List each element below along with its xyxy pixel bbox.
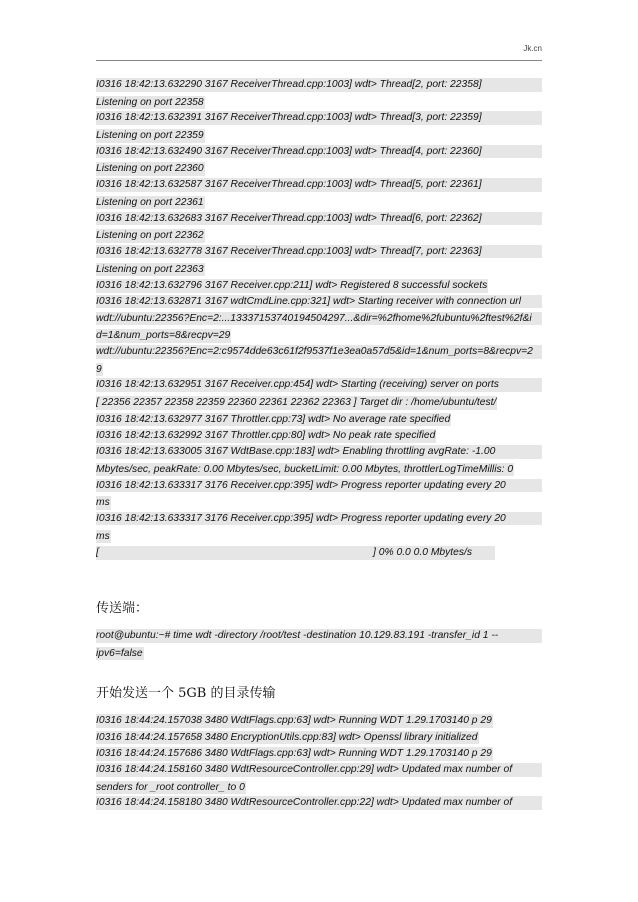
- log-line: I0316 18:42:13.632391 3167 ReceiverThread.cpp:1003] wdt> Thread[3, port: 22359]: [96, 111, 542, 128]
- log-line: I0316 18:42:13.632951 3167 Receiver.cpp:454] wdt> Starting (receiving) server on ports: [96, 378, 542, 395]
- log-line: ms: [96, 497, 110, 509]
- log-line: I0316 18:42:13.632587 3167 ReceiverThread.cpp:1003] wdt> Thread[5, port: 22361]: [96, 178, 542, 195]
- log-line: wdt://ubuntu:22356?Enc=2:c9574dde63c61f2f9537f1e3ea0a57d5&id=1&num_ports=8&recpv=2: [96, 345, 542, 362]
- sender-heading: 传送端：: [96, 601, 149, 616]
- log-line: I0316 18:44:24.157038 3480 WdtFlags.cpp:63] wdt> Running WDT 1.29.1703140 p 29: [96, 715, 492, 726]
- log-line: 9: [96, 363, 102, 375]
- log-line: I0316 18:42:13.632796 3167 Receiver.cpp:211] wdt> Registered 8 successful sockets: [96, 280, 488, 292]
- log-line: Listening on port 22361: [96, 196, 204, 208]
- log-line: I0316 18:42:13.632683 3167 ReceiverThread.cpp:1003] wdt> Thread[6, port: 22362]: [96, 212, 542, 229]
- log-line: I0316 18:42:13.632490 3167 ReceiverThread.cpp:1003] wdt> Thread[4, port: 22360]: [96, 145, 542, 162]
- header-site-label: Jk.cn: [523, 44, 542, 53]
- log-line: I0316 18:44:24.157686 3480 WdtFlags.cpp:63] wdt> Running WDT 1.29.1703140 p 29: [96, 748, 492, 760]
- receiver-log: [96, 78, 542, 562]
- log-line: I0316 18:42:13.633317 3176 Receiver.cpp:395] wdt> Progress reporter updating every 20: [96, 512, 542, 529]
- progress-open: [: [96, 546, 495, 560]
- log-line: [ 22356 22357 22358 22359 22360 22361 22362 22363 ] Target dir : /home/ubuntu/test/: [96, 397, 497, 409]
- log-line: I0316 18:42:13.632992 3167 Throttler.cpp:80] wdt> No peak rate specified: [96, 430, 436, 442]
- log-line: Listening on port 22359: [96, 130, 204, 142]
- progress-status: ] 0% 0.0 0.0 Mbytes/s: [373, 547, 473, 559]
- log-line: Listening on port 22362: [96, 230, 204, 242]
- log-line: I0316 18:44:24.157658 3480 EncryptionUtils.cpp:83] wdt> Openssl library initialized: [96, 731, 478, 743]
- sender-log: [96, 713, 542, 813]
- sender-command: [96, 629, 542, 662]
- log-line: I0316 18:42:13.632290 3167 ReceiverThread.cpp:1003] wdt> Thread[2, port: 22358]: [96, 78, 542, 95]
- log-line: Listening on port 22358: [96, 96, 204, 108]
- log-line: wdt://ubuntu:22356?Enc=2:...13337153740194504297...&dir=%2fhome%2fubuntu%2ftest%2f&i: [96, 312, 542, 329]
- log-line: I0316 18:42:13.632778 3167 ReceiverThread.cpp:1003] wdt> Thread[7, port: 22363]: [96, 245, 542, 262]
- command-line: root@ubuntu:~# time wdt -directory /root/test -destination 10.129.83.191 -transfer_id 1 --: [96, 629, 542, 646]
- log-line: Listening on port 22363: [96, 263, 204, 275]
- log-line: I0316 18:42:13.633005 3167 WdtBase.cpp:183] wdt> Enabling throttling avgRate: -1.00: [96, 445, 542, 462]
- log-line: I0316 18:42:13.633317 3176 Receiver.cpp:395] wdt> Progress reporter updating every 20: [96, 479, 542, 496]
- header-divider: [96, 60, 542, 61]
- log-line: I0316 18:42:13.632871 3167 wdtCmdLine.cpp:321] wdt> Starting receiver with connection url: [96, 295, 542, 312]
- log-line: I0316 18:42:13.632977 3167 Throttler.cpp:73] wdt> No average rate specified: [96, 413, 451, 425]
- command-line: ipv6=false: [96, 647, 143, 659]
- transfer-heading: 开始发送一个 5GB 的目录传输: [96, 686, 276, 701]
- log-line: I0316 18:44:24.158160 3480 WdtResourceController.cpp:29] wdt> Updated max number of: [96, 763, 542, 780]
- log-line: Listening on port 22360: [96, 163, 204, 175]
- progress-line: [96, 545, 542, 562]
- log-line: I0316 18:44:24.158180 3480 WdtResourceController.cpp:22] wdt> Updated max number of: [96, 796, 542, 813]
- log-line: Mbytes/sec, peakRate: 0.00 Mbytes/sec, bucketLimit: 0.00 Mbytes, throttlerLogTimeMillis: 0: [96, 463, 514, 475]
- log-line: ms: [96, 530, 110, 542]
- log-line: senders for _root controller_ to 0: [96, 781, 245, 793]
- log-line: d=1&num_ports=8&recpv=29: [96, 330, 231, 342]
